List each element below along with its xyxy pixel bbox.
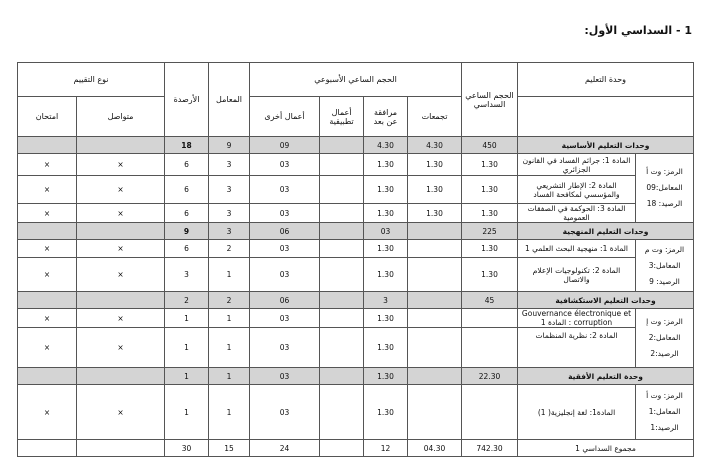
unit-row-fundamental: وحدات التعليم الأساسية 450 4.30 4.30 09 9 18 <box>18 137 694 154</box>
subject-row: الرمز: وت أ المعامل:09 الرصيد: 18 المادة 1: جرائم الفساد في القانون الجزائري 1.30 1.30 1.30 03 3 6 × × <box>18 154 694 176</box>
evaluation-type-header: نوع التقييم <box>18 63 165 97</box>
subject-row: الرمز: وت م المعامل:3 الرصيد: 9 المادة 1: منهجية البحث العلمي 1 1.30 1.30 03 2 6 × × <box>18 240 694 258</box>
subject-row: الرمز: وت إ المعامل:2 الرصيد:2 Gouvernance électronique et corruption : المادة 1 1.30 03 1 1 × × <box>18 309 694 328</box>
unit-code-horizontal: الرمز: وت أ المعامل:1 الرصيد:1 <box>636 385 694 440</box>
weekly-volume-header: الحجم الساعي الأسبوعي <box>250 63 462 97</box>
unit-code-discovery: الرمز: وت إ المعامل:2 الرصيد:2 <box>636 309 694 368</box>
subject-row: المادة 2: تكنولوجيات الإعلام والاتصال 1.30 1.30 03 1 3 × × <box>18 258 694 292</box>
gatherings-header: تجمعات <box>408 97 462 137</box>
unit-row-methodology: وحدات التعليم المنهجية 225 03 06 3 9 <box>18 223 694 240</box>
unit-header: وحدة التعليم <box>518 63 694 97</box>
coefficient-header: المعامل <box>209 63 250 137</box>
semester-table <box>17 62 694 457</box>
subject-row: المادة 3: الحوكمة في الصفقات العمومية 1.30 1.30 1.30 03 3 6 × × <box>18 204 694 223</box>
unit-code-fundamental: الرمز: وت أ المعامل:09 الرصيد: 18 <box>636 154 694 223</box>
semester-volume-header: الحجم الساعي السداسي <box>462 63 518 137</box>
section-title: 1 - السداسي الأول: <box>584 24 692 37</box>
unit-row-horizontal: وحدة التعليم الأفقية 22.30 1.30 03 1 1 <box>18 368 694 385</box>
unit-code-methodology: الرمز: وت م المعامل:3 الرصيد: 9 <box>636 240 694 292</box>
unit-header-cont <box>518 97 694 137</box>
practical-header: أعمال تطبيقية <box>320 97 364 137</box>
unit-row-discovery: وحدات التعليم الاستكشافية 45 3 06 2 2 <box>18 292 694 309</box>
distance-header: مرافقة عن بعد <box>364 97 408 137</box>
subject-row: الرمز: وت أ المعامل:1 الرصيد:1 المادة1: لغة إنجليزية( 1) 1.30 03 1 1 × × <box>18 385 694 440</box>
exam-header: امتحان <box>18 97 77 137</box>
continuous-header: متواصل <box>77 97 165 137</box>
semester-total-row: مجموع السداسي 1 742.30 04.30 12 24 15 30 <box>18 440 694 457</box>
other-work-header: أعمال أخرى <box>250 97 320 137</box>
credits-header: الأرصدة <box>165 63 209 137</box>
subject-row: المادة 2: الإطار التشريعي والمؤسسي لمكافحة الفساد 1.30 1.30 1.30 03 3 6 × × <box>18 176 694 204</box>
subject-row: المادة 2: نظرية المنظمات 1.30 03 1 1 × × <box>18 328 694 368</box>
